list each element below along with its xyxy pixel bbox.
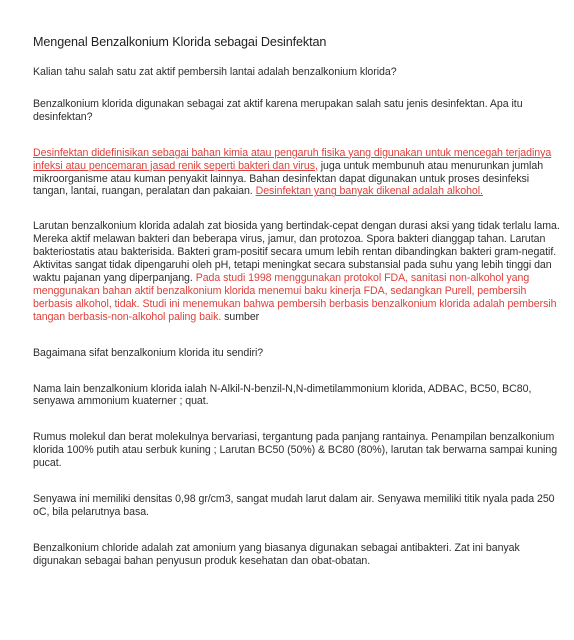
- paragraph-question: Bagaimana sifat benzalkonium klorida itu sendiri?: [33, 346, 264, 359]
- paragraph-density: Senyawa ini memiliki densitas 0,98 gr/cm3, sangat mudah larut dalam air. Senyawa memiliki titik nyala pada 250 oC, bila pelarutnya basa.: [33, 493, 555, 518]
- highlight-definition: Desinfektan didefinisikan sebagai bahan kimia atau pengaruh fisika yang digunakan untuk mencegah terjadinya infeksi atau pencemaran jasad renik seperti bakteri dan virus,: [33, 146, 552, 172]
- paragraph-definition: [33, 147, 561, 199]
- source-label: sumber: [221, 310, 260, 323]
- paragraph-intro: Kalian tahu salah satu zat aktif pembersih lantai adalah benzalkonium klorida?: [33, 66, 397, 78]
- article-title: Mengenal Benzalkonium Klorida sebagai Desinfektan: [33, 35, 327, 49]
- paragraph-biocide-text: Larutan benzalkonium klorida adalah zat biosida yang bertindak-cepat dengan durasi aksi yang tidak terlalu lama. Mereka aktif melawan bakteri dan beberapa virus, jamur, dan protozoa. Spora bakteri dianggap tahan. Larutan bakteriostatis atau bakterisida. Bakteri gram-positif secara umum lebih rentan dibandingkan bakteri gram-negatif. Aktivitas sangat tidak dipengaruhi oleh pH, tetapi meningkat secara substansial pada suhu yang lebih tinggi dan waktu pajanan yang diperpanjang.: [33, 220, 560, 284]
- paragraph-antibacterial: Benzalkonium chloride adalah zat amonium yang biasanya digunakan sebagai antibakteri. Zat ini banyak digunakan sebagai bahan penyusun produk kesehatan dan obat-obatan.: [33, 541, 520, 567]
- paragraph-biocide: [33, 220, 561, 323]
- paragraph-names: Nama lain benzalkonium klorida ialah N-Alkil-N-benzil-N,N-dimetilammonium klorida, ADBAC, BC50, BC80, senyawa ammonium kuaterner ; quat.: [33, 382, 532, 408]
- highlight-alcohol: Desinfektan yang banyak dikenal adalah alkohol.: [255, 185, 483, 198]
- paragraph-definition-text: juga untuk membunuh atau menurunkan jumlah mikroorganisme atau kuman penyakit lainnya. Bahan desinfektan dapat digunakan untuk proses desinfeksi tangan, lantai, ruangan, peralatan dan pakaian.: [33, 159, 544, 198]
- paragraph-usage: Benzalkonium klorida digunakan sebagai zat aktif karena merupakan salah satu jenis desinfektan. Apa itu desinfektan?: [33, 97, 523, 123]
- article: [33, 34, 561, 568]
- paragraph-formula: Rumus molekul dan berat molekulnya bervariasi, tergantung pada panjang rantainya. Penampilan benzalkonium klorida 100% putih atau serbuk kuning ; Larutan BC50 (50%) & BC80 (80%), larutan tak berwarna sampai kuning pucat.: [33, 431, 558, 470]
- highlight-fda-study: Pada studi 1998 menggunakan protokol FDA, sanitasi non-alkohol yang menggunakan bahan aktif benzalkonium klorida menemui baku kinerja FDA, sedangkan Purell, pembersih berbasis alkohol, tidak. Studi ini menemukan bahwa pembersih berbasis benzalkonium klorida adalah pembersih tangan berbasis-non-alkohol paling baik.: [33, 271, 557, 323]
